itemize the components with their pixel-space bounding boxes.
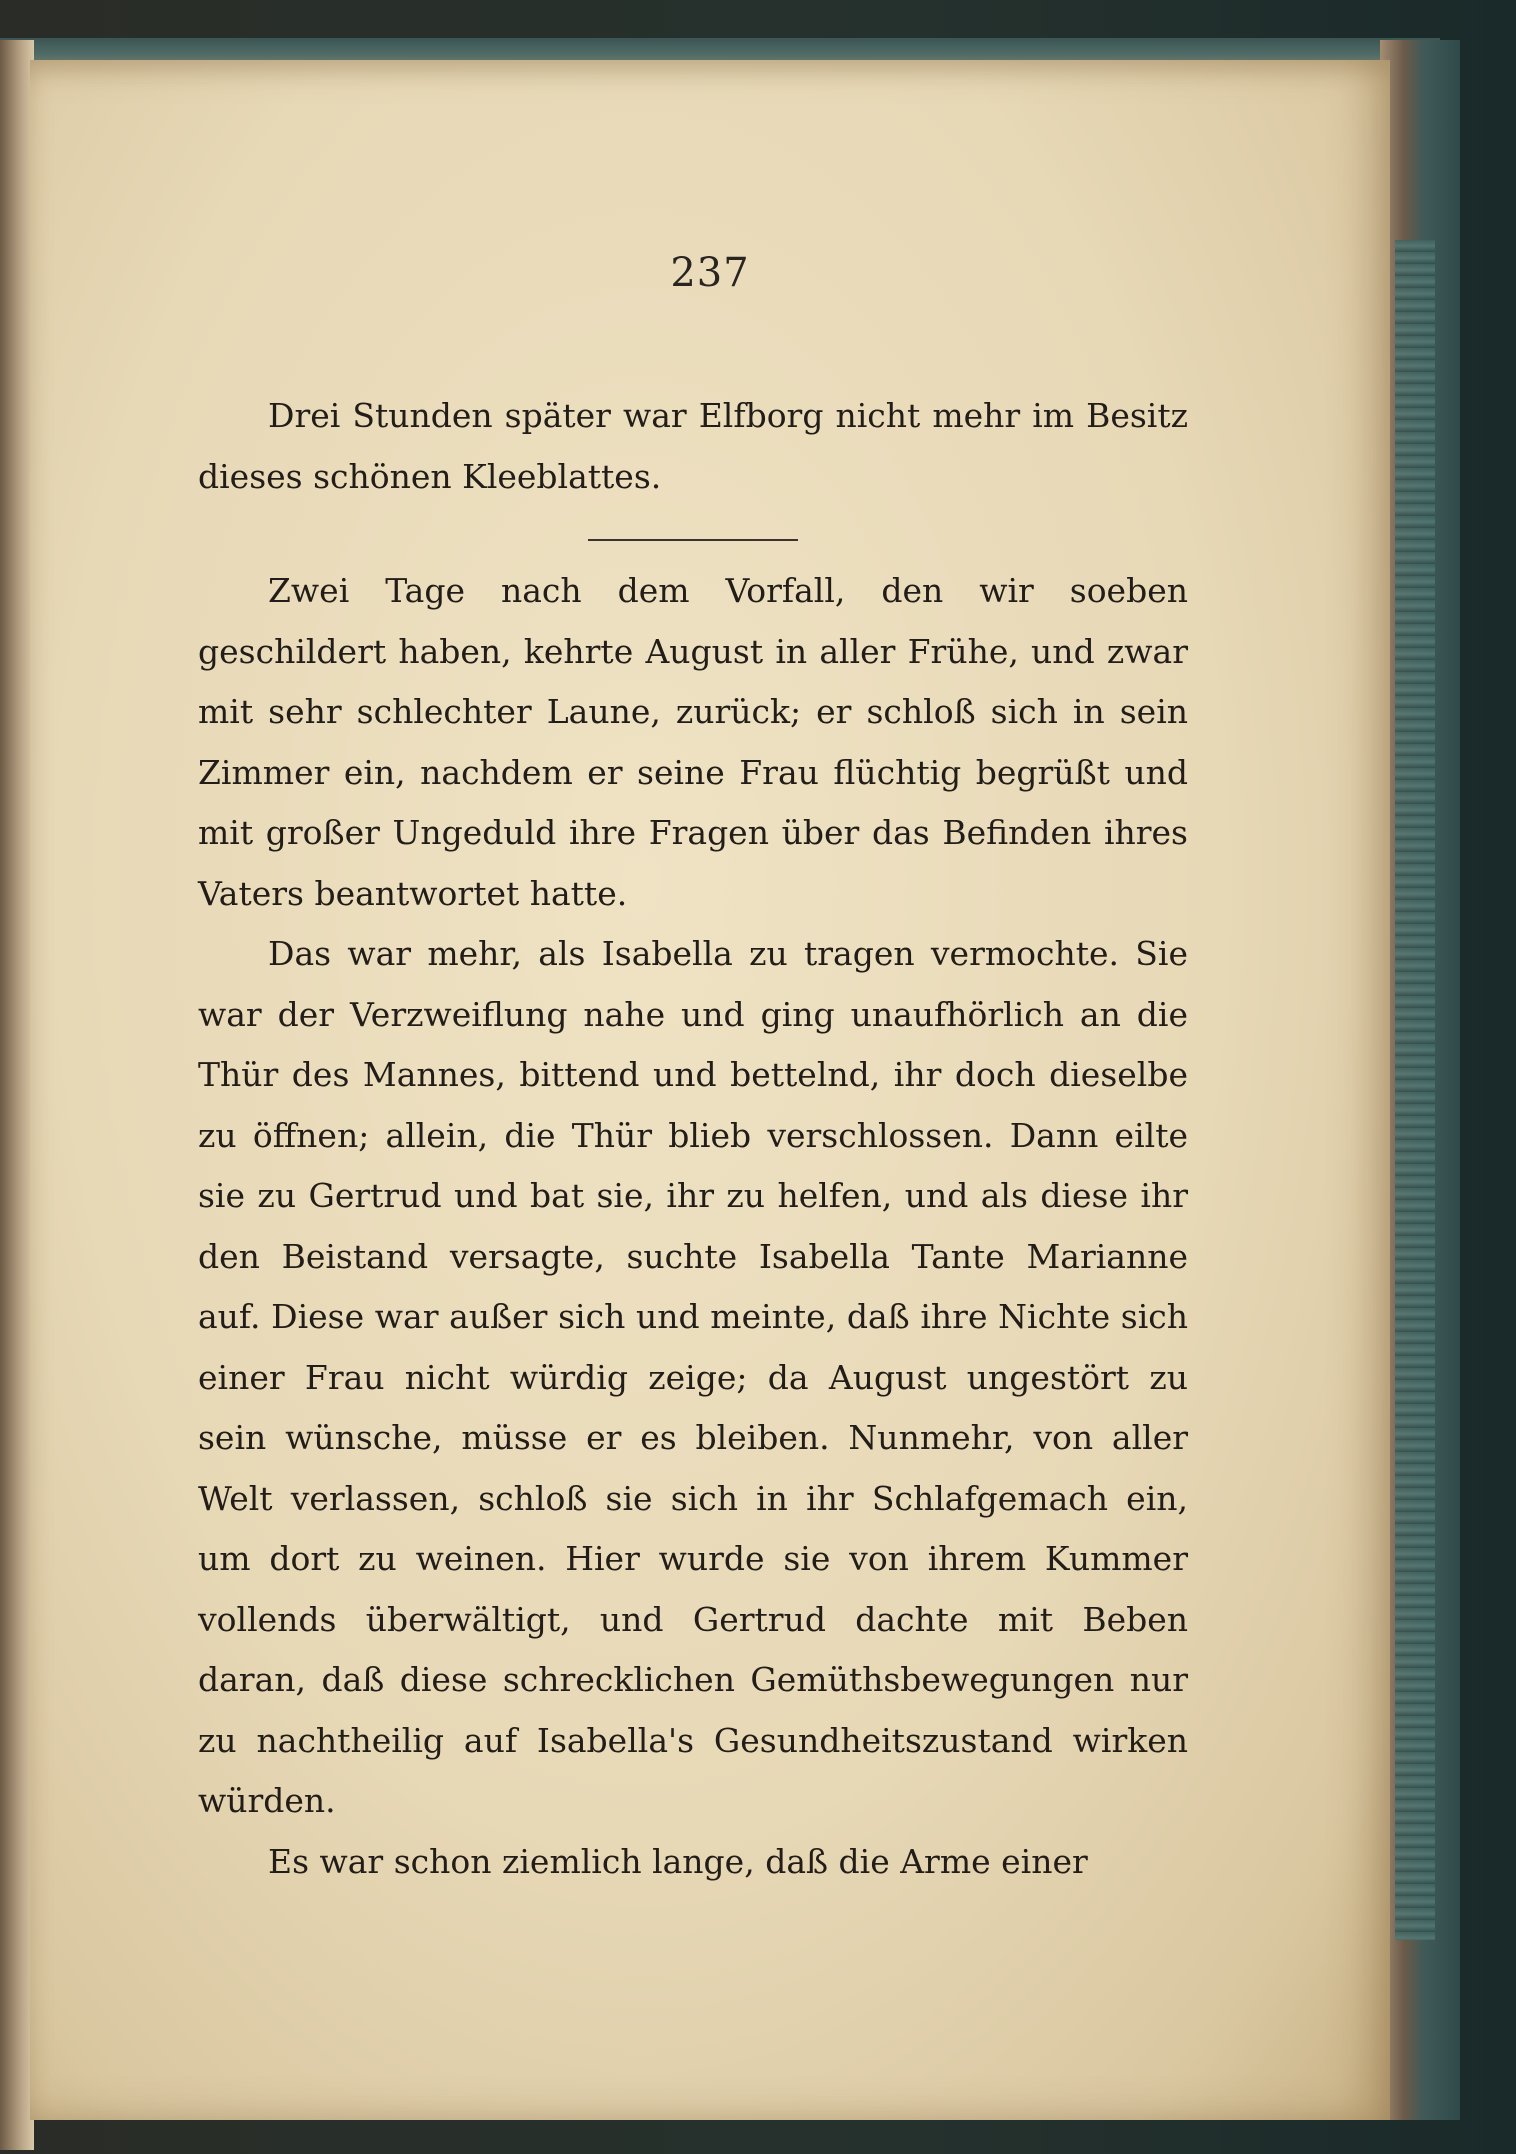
paragraph-2: Zwei Tage nach dem Vorfall, den wir soeben geschildert haben, kehrte August in aller Frühe, und zwar mit sehr schlechter Laune, zurück; er schloß sich in sein Zimmer ein, nachdem er seine Frau flüchtig begrüßt und mit großer Ungeduld ihre Fragen über das Befinden ihres Vaters beantwortet hatte.	[198, 571, 1188, 913]
book-gutter-left	[0, 40, 34, 2150]
paragraph-1: Drei Stunden später war Elfborg nicht mehr im Besitz dieses schönen Kleeblattes.	[198, 396, 1188, 496]
page-number: 237	[670, 250, 750, 296]
paragraph-3: Das war mehr, als Isabella zu tragen vermochte. Sie war der Verzweiflung nahe und ging unaufhörlich an die Thür des Mannes, bittend und bettelnd, ihr doch dieselbe zu öffnen; allein, die Thür blieb verschlossen. Dann eilte sie zu Gertrud und bat sie, ihr zu helfen, und als diese ihr den Beistand versagte, suchte Isabella Tante Marianne auf. Diese war außer sich und meinte, daß ihre Nichte sich einer Frau nicht würdig zeige; da August ungestört zu sein wünsche, müsse er es bleiben. Nunmehr, von aller Welt verlassen, schloß sie sich in ihr Schlafgemach ein, um dort zu weinen. Hier wurde sie von ihrem Kummer vollends überwältigt, und Gertrud dachte mit Beben daran, daß diese schrecklichen Gemüthsbewegungen nur zu nachtheilig auf Isabella's Gesundheitszustand wirken würden.	[198, 934, 1188, 1820]
section-divider	[588, 539, 798, 541]
book-cover-binding	[1395, 240, 1435, 1940]
page-text	[198, 386, 1188, 1892]
book-page	[30, 60, 1390, 2120]
paragraph-4: Es war schon ziemlich lange, daß die Arme einer	[268, 1841, 1088, 1881]
